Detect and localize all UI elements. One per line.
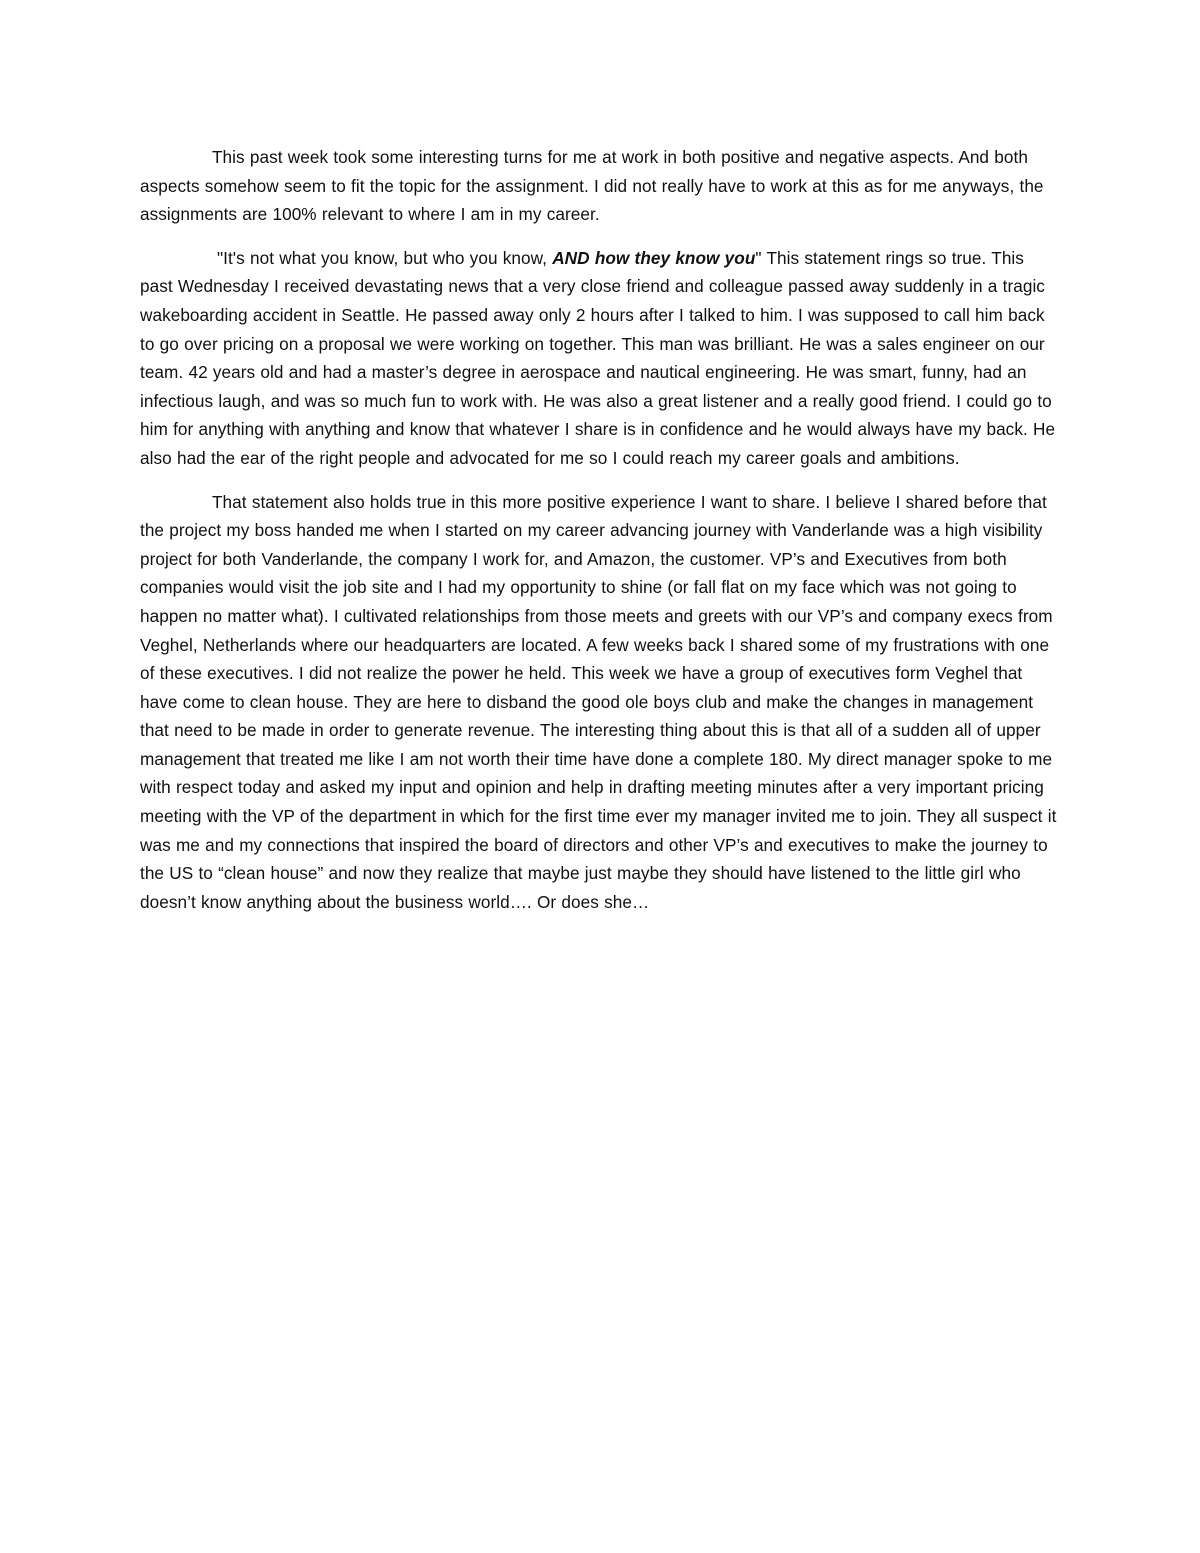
paragraph-3 <box>140 488 1060 917</box>
paragraph-2-text: This statement rings so true. This past Wednesday I received devastating news that a very close friend and colleague passed away suddenly in a tragic wakeboarding accident in Seattle. He passed away only 2 hours after I talked to him. I was supposed to call him back to go over pricing on a proposal we were working on together. This man was brilliant. He was a sales engineer on our team. 42 years old and had a master’s degree in aerospace and nautical engineering. He was smart, funny, had an infectious laugh, and was so much fun to work with. He was also a great listener and a really good friend. I could go to him for anything with anything and know that whatever I share is in confidence and he would always have my back. He also had the ear of the right people and advocated for me so I could reach my career goals and ambitions. <box>140 247 1056 468</box>
paragraph-3-text: That statement also holds true in this more positive experience I want to share. I believe I shared before that the project my boss handed me when I started on my career advancing journey with Vanderlande was a high visibility project for both Vanderlande, the company I work for, and Amazon, the customer. VP’s and Executives from both companies would visit the job site and I had my opportunity to shine (or fall flat on my face which was not going to happen no matter what). I cultivated relationships from those meets and greets with our VP’s and company execs from Veghel, Netherlands where our headquarters are located. A few weeks back I shared some of my frustrations with one of these executives. I did not realize the power he held. This week we have a group of executives form Veghel that have come to clean house. They are here to disband the good ole boys club and make the changes in management that need to be made in order to generate revenue. The interesting thing about this is that all of a sudden all of upper management that treated me like I am not worth their time have done a complete 180. My direct manager spoke to me with respect today and asked my input and opinion and help in drafting meeting minutes after a very important pricing meeting with the VP of the department in which for the first time ever my manager invited me to join. They all suspect it was me and my connections that inspired the board of directors and other VP’s and executives to make the journey to the US to “clean house” and now they realize that maybe just maybe they should have listened to the little girl who doesn’t know anything about the business world…. Or does she… <box>140 491 1057 912</box>
paragraph-1-text: This past week took some interesting turns for me at work in both positive and negative aspects. And both aspects somehow seem to fit the topic for the assignment. I did not really have to work at this as for me anyways, the assignments are 100% relevant to where I am in my career. <box>140 147 1044 225</box>
quote-close: " <box>755 247 762 268</box>
paragraph-1 <box>140 143 1060 229</box>
document-body <box>140 143 1060 931</box>
quote-open: "It's not what you know, but who you know, <box>217 247 553 268</box>
paragraph-2 <box>140 244 1060 473</box>
quote-emphasis: AND how they know you <box>552 247 756 268</box>
